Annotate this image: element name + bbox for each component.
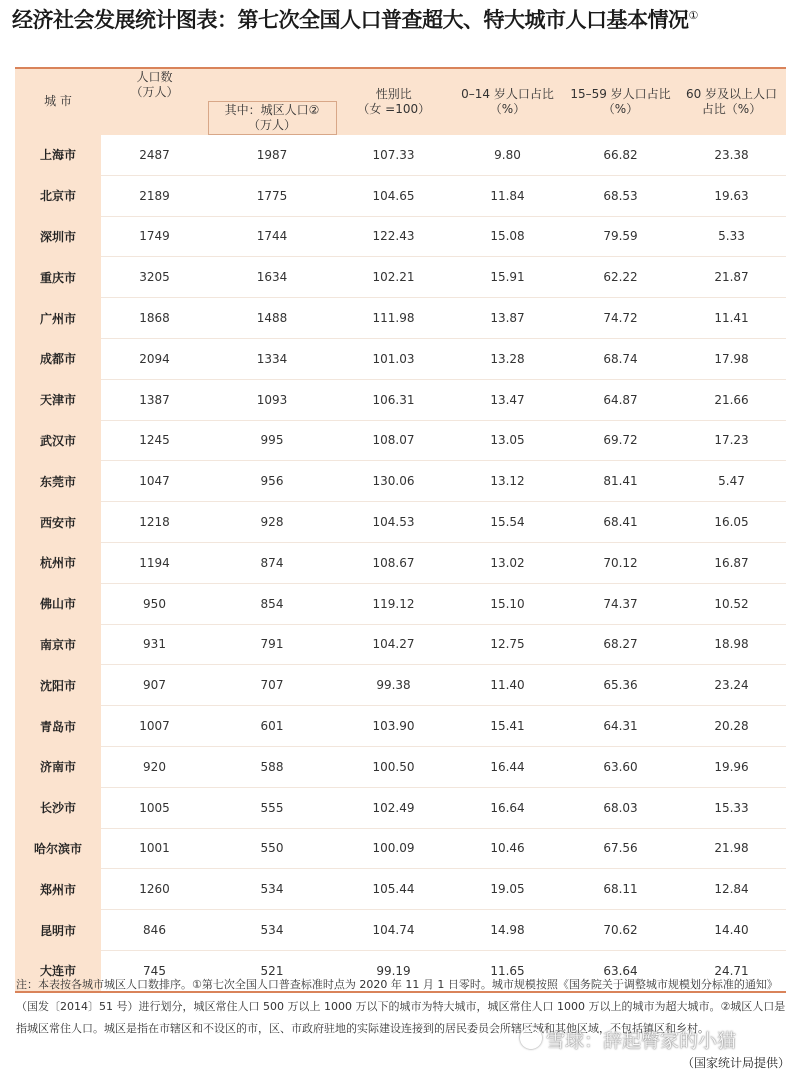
sex-ratio-cell: 111.98: [336, 298, 451, 339]
age-60-plus-cell: 5.33: [677, 216, 786, 257]
table-row: [15, 502, 786, 543]
header-population: 人口数 （万人）: [101, 68, 336, 102]
header-population-spacer: [101, 102, 208, 135]
age-60-plus-cell: 15.33: [677, 787, 786, 828]
age-15-59-cell: 65.36: [564, 665, 677, 706]
table-row: [15, 746, 786, 787]
urban-population-cell: 1987: [208, 135, 336, 176]
age-60-plus-cell: 23.24: [677, 665, 786, 706]
population-cell: 2189: [101, 175, 208, 216]
population-cell: 846: [101, 910, 208, 951]
age-0-14-cell: 14.98: [451, 910, 564, 951]
sex-ratio-cell: 104.65: [336, 175, 451, 216]
population-cell: 1260: [101, 869, 208, 910]
urban-population-cell: 928: [208, 502, 336, 543]
city-cell: 杭州市: [15, 542, 101, 583]
age-0-14-cell: 15.91: [451, 257, 564, 298]
city-cell: 大连市: [15, 950, 101, 991]
urban-population-cell: 534: [208, 869, 336, 910]
age-0-14-cell: 13.12: [451, 461, 564, 502]
age-15-59-cell: 67.56: [564, 828, 677, 869]
age-60-plus-cell: 16.87: [677, 542, 786, 583]
table-row: [15, 828, 786, 869]
city-cell: 北京市: [15, 175, 101, 216]
age-15-59-cell: 64.31: [564, 706, 677, 747]
age-15-59-cell: 68.27: [564, 624, 677, 665]
sex-ratio-cell: 99.19: [336, 950, 451, 991]
table-row: [15, 379, 786, 420]
page-title: 经济社会发展统计图表：第七次全国人口普查超大、特大城市人口基本情况①: [12, 8, 698, 32]
age-0-14-cell: 15.08: [451, 216, 564, 257]
population-cell: 950: [101, 583, 208, 624]
table-row: [15, 338, 786, 379]
age-60-plus-cell: 21.66: [677, 379, 786, 420]
city-cell: 武汉市: [15, 420, 101, 461]
table-row: [15, 910, 786, 951]
table-row: [15, 583, 786, 624]
age-15-59-cell: 63.64: [564, 950, 677, 991]
table-row: [15, 787, 786, 828]
sex-ratio-cell: 119.12: [336, 583, 451, 624]
population-table-container: [15, 67, 786, 993]
population-cell: 1005: [101, 787, 208, 828]
age-0-14-cell: 13.47: [451, 379, 564, 420]
sex-ratio-cell: 100.09: [336, 828, 451, 869]
urban-population-cell: 601: [208, 706, 336, 747]
population-cell: 1218: [101, 502, 208, 543]
city-cell: 昆明市: [15, 910, 101, 951]
city-cell: 哈尔滨市: [15, 828, 101, 869]
age-15-59-cell: 81.41: [564, 461, 677, 502]
urban-population-cell: 956: [208, 461, 336, 502]
age-60-plus-cell: 20.28: [677, 706, 786, 747]
table-row: [15, 175, 786, 216]
urban-population-cell: 1334: [208, 338, 336, 379]
sex-ratio-cell: 104.27: [336, 624, 451, 665]
sex-ratio-cell: 104.53: [336, 502, 451, 543]
age-0-14-cell: 11.65: [451, 950, 564, 991]
age-60-plus-cell: 24.71: [677, 950, 786, 991]
population-cell: 1245: [101, 420, 208, 461]
age-60-plus-cell: 12.84: [677, 869, 786, 910]
age-15-59-cell: 68.53: [564, 175, 677, 216]
population-cell: 1007: [101, 706, 208, 747]
age-0-14-cell: 9.80: [451, 135, 564, 176]
watermark: 雪球：辞起臀家的小猫: [520, 1026, 790, 1056]
city-cell: 东莞市: [15, 461, 101, 502]
urban-population-cell: 995: [208, 420, 336, 461]
age-60-plus-cell: 21.87: [677, 257, 786, 298]
city-cell: 郑州市: [15, 869, 101, 910]
urban-population-cell: 854: [208, 583, 336, 624]
sex-ratio-cell: 107.33: [336, 135, 451, 176]
population-cell: 2487: [101, 135, 208, 176]
sex-ratio-cell: 104.74: [336, 910, 451, 951]
age-60-plus-cell: 23.38: [677, 135, 786, 176]
header-age-60-plus: 60 岁及以上人口 占比（%）: [677, 68, 786, 135]
city-cell: 济南市: [15, 746, 101, 787]
table-row: [15, 216, 786, 257]
age-15-59-cell: 70.12: [564, 542, 677, 583]
population-cell: 1001: [101, 828, 208, 869]
urban-population-cell: 534: [208, 910, 336, 951]
population-cell: 1749: [101, 216, 208, 257]
urban-population-cell: 588: [208, 746, 336, 787]
sex-ratio-cell: 108.07: [336, 420, 451, 461]
age-60-plus-cell: 19.63: [677, 175, 786, 216]
urban-population-cell: 874: [208, 542, 336, 583]
age-15-59-cell: 79.59: [564, 216, 677, 257]
city-cell: 天津市: [15, 379, 101, 420]
header-sex-ratio: 性别比 （女 =100）: [336, 68, 451, 135]
sex-ratio-cell: 102.49: [336, 787, 451, 828]
snowball-logo-icon: [520, 1027, 542, 1049]
urban-population-cell: 1775: [208, 175, 336, 216]
population-cell: 745: [101, 950, 208, 991]
population-table: [15, 67, 786, 993]
table-row: [15, 624, 786, 665]
header-age-0-14: 0–14 岁人口占比 （%）: [451, 68, 564, 135]
sex-ratio-cell: 130.06: [336, 461, 451, 502]
urban-population-cell: 707: [208, 665, 336, 706]
city-cell: 成都市: [15, 338, 101, 379]
age-60-plus-cell: 17.98: [677, 338, 786, 379]
age-15-59-cell: 66.82: [564, 135, 677, 176]
age-15-59-cell: 64.87: [564, 379, 677, 420]
age-0-14-cell: 13.28: [451, 338, 564, 379]
urban-population-cell: 555: [208, 787, 336, 828]
header-city: 城 市: [15, 68, 101, 135]
table-row: [15, 461, 786, 502]
city-cell: 沈阳市: [15, 665, 101, 706]
city-cell: 南京市: [15, 624, 101, 665]
age-15-59-cell: 74.72: [564, 298, 677, 339]
age-0-14-cell: 15.54: [451, 502, 564, 543]
age-60-plus-cell: 10.52: [677, 583, 786, 624]
population-cell: 1047: [101, 461, 208, 502]
age-0-14-cell: 11.40: [451, 665, 564, 706]
header-urban-population: 其中：城区人口② （万人）: [208, 102, 336, 135]
sex-ratio-cell: 99.38: [336, 665, 451, 706]
age-60-plus-cell: 16.05: [677, 502, 786, 543]
age-15-59-cell: 68.41: [564, 502, 677, 543]
footnote: 注：本表按各城市城区人口数排序。①第七次全国人口普查标准时点为 2020 年 11 月 1 日零时。城市规模按照《国务院关于调整城市规模划分标准的通知》（国发〔2014〕51 号）进行划分，城区常住人口 500 万以上 1000 万以下的城市为特大城市，城区常住人口 1000 万以上的城市为超大城市。②城区人口是指城区常住人口。城区是指在市辖区和不设区的市，区、市政府驻地的实际建设连接到的居民委员会所辖区域和其他区域，不包括镇区和乡村。: [16, 978, 786, 1035]
table-row: [15, 257, 786, 298]
age-60-plus-cell: 5.47: [677, 461, 786, 502]
urban-population-cell: 550: [208, 828, 336, 869]
age-0-14-cell: 11.84: [451, 175, 564, 216]
urban-population-cell: 1634: [208, 257, 336, 298]
age-0-14-cell: 10.46: [451, 828, 564, 869]
city-cell: 佛山市: [15, 583, 101, 624]
population-cell: 3205: [101, 257, 208, 298]
city-cell: 西安市: [15, 502, 101, 543]
table-body: [15, 135, 786, 992]
sex-ratio-cell: 101.03: [336, 338, 451, 379]
age-60-plus-cell: 21.98: [677, 828, 786, 869]
header-age-15-59: 15–59 岁人口占比 （%）: [564, 68, 677, 135]
population-cell: 1387: [101, 379, 208, 420]
age-15-59-cell: 74.37: [564, 583, 677, 624]
age-60-plus-cell: 19.96: [677, 746, 786, 787]
age-15-59-cell: 63.60: [564, 746, 677, 787]
sex-ratio-cell: 106.31: [336, 379, 451, 420]
city-cell: 重庆市: [15, 257, 101, 298]
population-cell: 920: [101, 746, 208, 787]
urban-population-cell: 1488: [208, 298, 336, 339]
table-row: [15, 298, 786, 339]
urban-population-cell: 791: [208, 624, 336, 665]
urban-population-cell: 1744: [208, 216, 336, 257]
age-60-plus-cell: 18.98: [677, 624, 786, 665]
table-row: [15, 706, 786, 747]
age-0-14-cell: 16.44: [451, 746, 564, 787]
sex-ratio-cell: 108.67: [336, 542, 451, 583]
age-15-59-cell: 68.03: [564, 787, 677, 828]
table-row: [15, 135, 786, 176]
age-0-14-cell: 13.05: [451, 420, 564, 461]
age-60-plus-cell: 14.40: [677, 910, 786, 951]
age-0-14-cell: 19.05: [451, 869, 564, 910]
urban-population-cell: 521: [208, 950, 336, 991]
city-cell: 广州市: [15, 298, 101, 339]
age-15-59-cell: 69.72: [564, 420, 677, 461]
table-row: [15, 665, 786, 706]
population-cell: 1868: [101, 298, 208, 339]
age-60-plus-cell: 11.41: [677, 298, 786, 339]
city-cell: 深圳市: [15, 216, 101, 257]
age-15-59-cell: 62.22: [564, 257, 677, 298]
age-15-59-cell: 68.11: [564, 869, 677, 910]
city-cell: 长沙市: [15, 787, 101, 828]
population-cell: 1194: [101, 542, 208, 583]
city-cell: 上海市: [15, 135, 101, 176]
age-15-59-cell: 68.74: [564, 338, 677, 379]
age-15-59-cell: 70.62: [564, 910, 677, 951]
urban-population-cell: 1093: [208, 379, 336, 420]
population-cell: 931: [101, 624, 208, 665]
population-cell: 907: [101, 665, 208, 706]
sex-ratio-cell: 102.21: [336, 257, 451, 298]
age-0-14-cell: 15.41: [451, 706, 564, 747]
age-0-14-cell: 12.75: [451, 624, 564, 665]
source-credit: （国家统计局提供）: [681, 1056, 790, 1070]
age-0-14-cell: 13.87: [451, 298, 564, 339]
table-row: [15, 542, 786, 583]
sex-ratio-cell: 103.90: [336, 706, 451, 747]
age-0-14-cell: 13.02: [451, 542, 564, 583]
table-row: [15, 869, 786, 910]
age-0-14-cell: 15.10: [451, 583, 564, 624]
sex-ratio-cell: 122.43: [336, 216, 451, 257]
sex-ratio-cell: 105.44: [336, 869, 451, 910]
age-60-plus-cell: 17.23: [677, 420, 786, 461]
city-cell: 青岛市: [15, 706, 101, 747]
population-cell: 2094: [101, 338, 208, 379]
sex-ratio-cell: 100.50: [336, 746, 451, 787]
table-row: [15, 420, 786, 461]
age-0-14-cell: 16.64: [451, 787, 564, 828]
